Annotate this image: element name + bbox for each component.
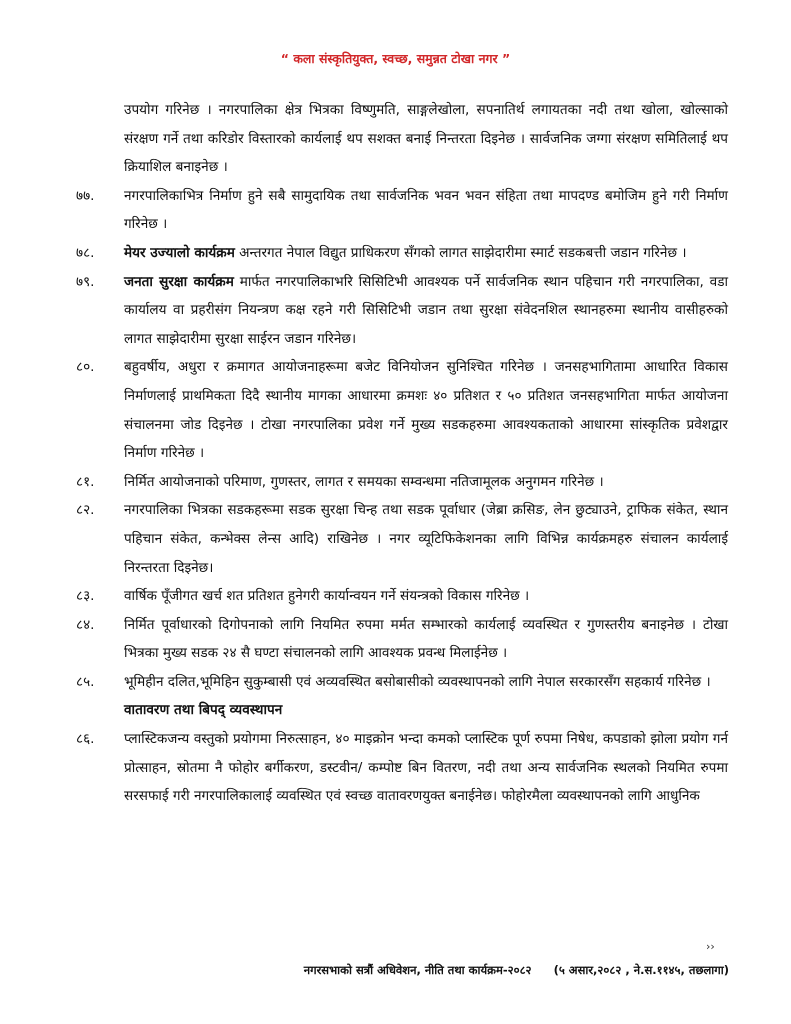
policy-item-79 (76, 268, 728, 354)
item-number: ८५. (76, 673, 95, 690)
policy-item-86 (76, 725, 728, 811)
item-number: ८१. (76, 473, 95, 490)
footer-date-place: (५ असार,२०८२ , ने.स.११४५, तछलागा) (553, 963, 729, 977)
item-text: मार्फत नगरपालिकाभरि सिसिटिभी आवश्यक पर्ने सार्वजनिक स्थान पहिचान गरी नगरपालिका, वडा कार्यालय वा प्रहरीसंग नियन्त्रण कक्ष रहने गरी सिसिटिभी जडान तथा सुरक्षा संवेदनशिल स्थानहरुमा स्थानीय वासीहरुको लागत साझेदारीमा सुरक्षा साईरन जडान गरिनेछ। (124, 273, 728, 347)
item-number: ८४. (76, 616, 95, 633)
item-number: ७७. (76, 187, 95, 204)
footer-document-title: नगरसभाको सत्रौं अधिवेशन, नीति तथा कार्यक्रम-२०८२ (303, 963, 532, 977)
item-text: निर्मित आयोजनाको परिमाण, गुणस्तर, लागत र समयका सम्वन्धमा नतिजामूलक अनुगमन गरिनेछ । (124, 473, 604, 490)
policy-item-83 (76, 582, 728, 611)
item-number: ८६. (76, 731, 95, 748)
continuation-mark: ›› (706, 940, 715, 953)
policy-item-85 (76, 668, 728, 697)
header-motto: “ कला संस्कृतियुक्त, स्वच्छ, समुन्नत टोखा नगर ” (280, 51, 511, 66)
intro-paragraph: उपयोग गरिनेछ । नगरपालिका क्षेत्र भित्रका विष्णुमति, साङ्गलेखोला, सपनातिर्थ लगायतका नदी तथा खोला, खोल्साको संरक्षण गर्ने तथा करिडोर विस्तारको कार्यलाई थप सशक्त बनाई निन्तरता दिइनेछ । सार्वजनिक जग्गा संरक्षण समितिलाई थप क्रियाशिल बनाइनेछ । (124, 102, 728, 176)
item-text: नगरपालिकाभित्र निर्माण हुने सबै सामुदायिक तथा सार्वजनिक भवन भवन संहिता तथा मापदण्ड बमोजिम हुने गरी निर्माण गरिनेछ । (124, 187, 728, 233)
item-number: ८२. (76, 502, 95, 519)
policy-item-77 (76, 182, 728, 239)
page-footer (304, 963, 729, 978)
item-number: ८०. (76, 359, 95, 376)
policy-item-78 (76, 239, 728, 268)
policy-item-84 (76, 611, 728, 668)
item-number: ७९. (76, 273, 95, 290)
item-bold-title: मेयर उज्यालो कार्यक्रम (124, 244, 235, 261)
item-number: ७८. (76, 244, 95, 261)
item-text: भूमिहीन दलित,भूमिहिन सुकुम्बासी एवं अव्यवस्थित बसोबासीको व्यवस्थापनको लागि नेपाल सरकारसँग सहकार्य गरिनेछ । (124, 673, 711, 690)
item-text: वार्षिक पूँजीगत खर्च शत प्रतिशत हुनेगरी कार्यान्वयन गर्ने संयन्त्रको विकास गरिनेछ । (124, 588, 530, 605)
item-text: अन्तरगत नेपाल विद्युत प्राधिकरण सँगको लागत साझेदारीमा स्मार्ट सडकबत्ती जडान गरिनेछ । (234, 244, 687, 261)
policy-item-82 (76, 496, 728, 582)
document-body (76, 96, 728, 811)
policy-item-80 (76, 353, 728, 467)
section-heading: वातावरण तथा बिपद् व्यवस्थापन (124, 702, 283, 719)
item-bold-title: जनता सुरक्षा कार्यक्रम (124, 273, 234, 290)
item-text: निर्मित पूर्वाधारको दिगोपनाको लागि नियमित रुपमा मर्मत सम्भारको कार्यलाई व्यवस्थित र गुणस्तरीय बनाइनेछ । टोखा भित्रका मुख्य सडक २४ सै घण्टा संचालनको लागि आवश्यक प्रवन्ध मिलाईनेछ । (124, 616, 728, 662)
item-text: नगरपालिका भित्रका सडकहरूमा सडक सुरक्षा चिन्ह तथा सडक पूर्वाधार (जेब्रा क्रसिङ, लेन छुट्याउने, ट्राफिक संकेत, स्थान पहिचान संकेत, कन्भेक्स लेन्स आदि) राखिनेछ । नगर व्यूटिफिकेशनका लागि विभिन्न कार्यक्रमहरु संचालन कार्यलाई निरन्तरता दिइनेछ। (124, 502, 728, 576)
item-number: ८३. (76, 588, 95, 605)
item-text: बहुवर्षीय, अधुरा र क्रमागत आयोजनाहरूमा बजेट विनियोजन सुनिश्चित गरिनेछ । जनसहभागितामा आधारित विकास निर्माणलाई प्राथमिकता दिदै स्थानीय मागका आधारमा क्रमशः ४० प्रतिशत र ५० प्रतिशत जनसहभागिता मार्फत आयोजना संचालनमा जोड दिइनेछ । टोखा नगरपालिका प्रवेश गर्ने मुख्य सडकहरुमा आवश्यकताको आधारमा सांस्कृतिक प्रवेशद्वार निर्माण गरिनेछ । (124, 359, 728, 462)
item-text: प्लास्टिकजन्य वस्तुको प्रयोगमा निरुत्साहन, ४० माइक्रोन भन्दा कमको प्लास्टिक पूर्ण रुपमा निषेध, कपडाको झोला प्रयोग गर्न प्रोत्साहन, स्रोतमा नै फोहोर बर्गीकरण, डस्टवीन/ कम्पोष्ट बिन वितरण, नदी तथा अन्य सार्वजनिक स्थलको नियमित रुपमा सरसफाई गरी नगरपालिकालाई व्यवस्थित एवं स्वच्छ वातावरणयुक्त बनाईनेछ। फोहोरमैला व्यवस्थापनको लागि आधुनिक (124, 731, 728, 805)
policy-item-81 (76, 468, 728, 497)
